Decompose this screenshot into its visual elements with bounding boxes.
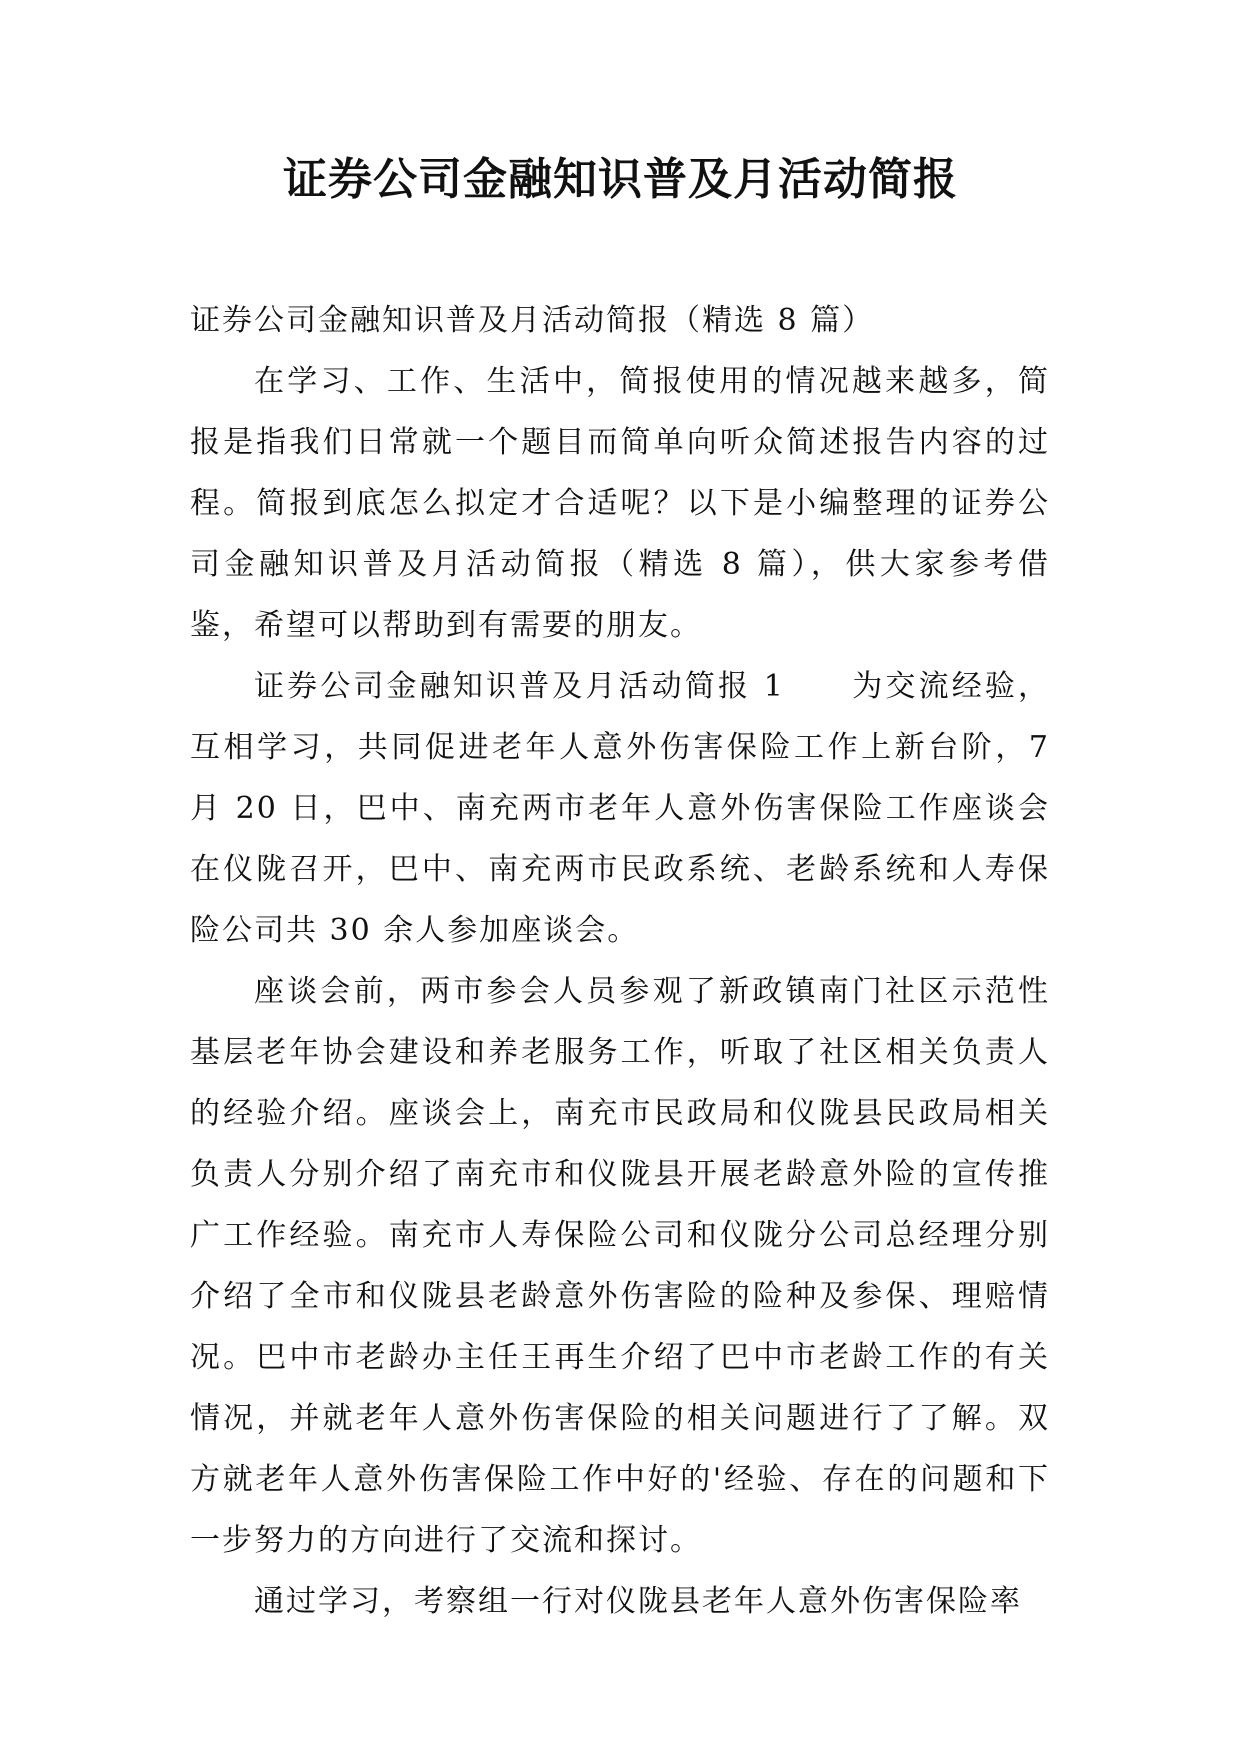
document-body bbox=[190, 290, 1050, 1632]
paragraph-study: 通过学习，考察组一行对仪陇县老年人意外伤害保险率 bbox=[254, 1584, 1022, 1619]
document-title: 证券公司金融知识普及月活动简报 bbox=[283, 154, 958, 205]
paragraph-meeting: 座谈会前，两市参会人员参观了新政镇南门社区示范性基层老年协会建设和养老服务工作，听取了社区相关负责人的经验介绍。座谈会上，南充市民政局和仪陇县民政局相关负责人分别介绍了南充市和仪陇县开展老龄意外险的宣传推广工作经验。南充市人寿保险公司和仪陇分公司总经理分别介绍了全市和仪陇县老龄意外伤害险的险种及参保、理赔情况。巴中市老龄办主任王再生介绍了巴中市老龄工作的有关情况，并就老年人意外伤害保险的相关问题进行了了解。双方就老年人意外伤害保险工作中好的'经验、存在的问题和下一步努力的方向进行了交流和探讨。 bbox=[190, 974, 1050, 1558]
document-subtitle: 证券公司金融知识普及月活动简报（精选 8 篇） bbox=[190, 303, 875, 338]
paragraph-report-1: 证券公司金融知识普及月活动简报 1 为交流经验，互相学习，共同促进老年人意外伤害保险工作上新台阶，7 月 20 日，巴中、南充两市老年人意外伤害保险工作座谈会在仪陇召开，巴中、南充两市民政系统、老龄系统和人寿保险公司共 30 余人参加座谈会。 bbox=[190, 669, 1050, 948]
paragraph-intro: 在学习、工作、生活中，简报使用的情况越来越多，简报是指我们日常就一个题目而简单向听众简述报告内容的过程。简报到底怎么拟定才合适呢？以下是小编整理的证券公司金融知识普及月活动简报（精选 8 篇），供大家参考借鉴，希望可以帮助到有需要的朋友。 bbox=[190, 364, 1050, 643]
